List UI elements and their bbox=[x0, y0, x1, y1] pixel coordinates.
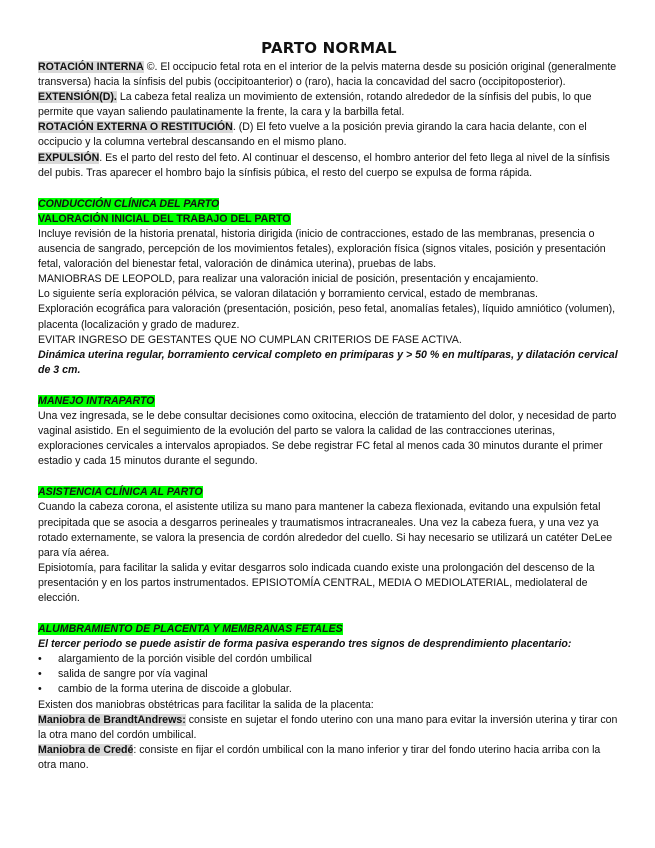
rotacion-externa-paragraph bbox=[38, 120, 620, 150]
expulsion-paragraph bbox=[38, 151, 620, 181]
bullet-icon: • bbox=[38, 683, 42, 696]
bullet-icon: • bbox=[38, 668, 42, 681]
intro-section bbox=[38, 60, 620, 181]
section-heading: MANEJO INTRAPARTO bbox=[38, 394, 155, 407]
body-paragraph: Exploración ecográfica para valoración (presentación, posición, peso fetal, anomalías fetales), líquido amniótico (volumen), placenta (localización y grado de madurez. bbox=[38, 303, 616, 331]
term-label: ROTACIÓN INTERNA bbox=[38, 61, 144, 73]
term-label: EXTENSIÓN(D). bbox=[38, 91, 117, 104]
term-text: consiste en sujetar el fondo uterino con una mano para evitar la inversión uterina y tirar con la otra mano del cordón umbilical. bbox=[38, 713, 618, 741]
term-label: Maniobra de Credé bbox=[38, 743, 134, 756]
term-text: : consiste en fijar el cordón umbilical con la mano inferior y tirar del fondo uterino hacia arriba con la otra mano. bbox=[38, 743, 601, 771]
conduccion-section bbox=[38, 197, 620, 378]
term-label: EXPULSIÓN bbox=[38, 151, 100, 164]
body-paragraph: Una vez ingresada, se le debe consultar decisiones como oxitocina, elección de tratamiento del dolor, y necesidad de parto vaginal asistido. En el seguimiento de la evolución del parto se valora la calidad de las contracciones uterinas, exploraciones cervicales a intervalos apropiados. Se debe registrar FC fetal al menos cada 30 minutos durante el primer estadio y cada 15 minutos durante el segundo. bbox=[38, 409, 617, 468]
asistencia-section bbox=[38, 485, 620, 606]
emphasis-paragraph: Dinámica uterina regular, borramiento cervical completo en primíparas y > 50 % en multíparas, y dilatación cervical de 3 cm. bbox=[38, 348, 618, 376]
term-text: . Es el parto del resto del feto. Al continuar el descenso, el hombro anterior del feto llega al nivel de la sínfisis del pubis. Tras aparecer el hombro bajo la sínfisis púbica, el resto del cuerpo se expulsa de forma rápida. bbox=[38, 151, 610, 179]
section-subheading: VALORACIÓN INICIAL DEL TRABAJO DEL PARTO bbox=[38, 212, 291, 225]
manejo-section bbox=[38, 394, 620, 469]
list-item: • salida de sangre por vía vaginal bbox=[38, 667, 620, 682]
body-paragraph: Incluye revisión de la historia prenatal, historia dirigida (inicio de contracciones, estado de las membranas, presencia o ausencia de sangrado, percepción de los movimientos fetales), exploración física (signos vitales, posición y presentación fetal, valoración del bienestar fetal, valoración de dinámica uterina), pruebas de labs. bbox=[38, 227, 606, 271]
section-heading: ASISTENCIA CLÍNICA AL PARTO bbox=[38, 486, 203, 499]
rotacion-interna-paragraph bbox=[38, 60, 620, 90]
list-item: • cambio de la forma uterina de discoide a globular. bbox=[38, 682, 620, 697]
emphasis-paragraph: El tercer periodo se puede asistir de forma pasiva esperando tres signos de desprendimiento placentario: bbox=[38, 638, 572, 651]
body-paragraph: MANIOBRAS DE LEOPOLD, para realizar una valoración inicial de posición, presentación y encajamiento. bbox=[38, 273, 539, 286]
body-paragraph: Lo siguiente sería exploración pélvica, se valoran dilatación y borramiento cervical, estado de membranas. bbox=[38, 288, 538, 301]
body-paragraph: EVITAR INGRESO DE GESTANTES QUE NO CUMPLAN CRITERIOS DE FASE ACTIVA. bbox=[38, 333, 462, 346]
bullet-icon: • bbox=[38, 653, 42, 666]
list-item: • alargamiento de la porción visible del cordón umbilical bbox=[38, 652, 620, 667]
alumbramiento-section bbox=[38, 622, 620, 773]
page-title: PARTO NORMAL bbox=[261, 39, 397, 57]
term-text: ©. El occipucio fetal rota en el interior de la pelvis materna desde su posición original (generalmente transversa) hacia la sínfisis del pubis (occipitoanterior) o (raro), hacia la concavidad del sacro (occipitoposterior). bbox=[38, 61, 617, 89]
body-paragraph: Cuando la cabeza corona, el asistente utiliza su mano para mantener la cabeza flexionada, evitando una expulsión fetal precipitada que se asocia a desgarros perineales y traumatismos intracraneales. Una vez la cabeza fuera, y una vez ya rotado externamente, se valora la presencia de cordón alrededor del cuello. Si hay necesario se utilizará un catéter DeLee para vía aérea. bbox=[38, 501, 613, 559]
term-label: Maniobra de BrandtAndrews: bbox=[38, 713, 186, 726]
brandt-andrews-paragraph bbox=[38, 713, 620, 743]
section-heading: CONDUCCIÓN CLÍNICA DEL PARTO bbox=[38, 197, 220, 210]
term-label: ROTACIÓN EXTERNA O RESTITUCIÓN bbox=[38, 121, 233, 134]
body-paragraph: Existen dos maniobras obstétricas para facilitar la salida de la placenta: bbox=[38, 698, 374, 711]
document-page bbox=[38, 38, 620, 773]
term-text: . (D) El feto vuelve a la posición previa girando la cara hacia delante, con el occipucio y la columna vertebral descansando en el mismo plano. bbox=[38, 121, 587, 149]
section-heading: ALUMBRAMIENTO DE PLACENTA Y MEMBRANAS FETALES bbox=[38, 623, 343, 636]
body-paragraph: Episiotomía, para facilitar la salida y evitar desgarros solo indicada cuando existe una prolongación del descenso de la presentación y en los partos instrumentados. EPISIOTOMÍA CENTRAL, MEDIA O MEDIOLATERIAL, mediolateral de elección. bbox=[38, 561, 595, 604]
signs-list bbox=[38, 652, 620, 697]
term-text: La cabeza fetal realiza un movimiento de extensión, rotando alrededor de la sínfisis del pubis, lo que permite que vayan saliendo paulatinamente la frente, la cara y la barbilla fetal. bbox=[38, 91, 592, 119]
extension-paragraph bbox=[38, 90, 620, 120]
crede-paragraph bbox=[38, 743, 620, 773]
